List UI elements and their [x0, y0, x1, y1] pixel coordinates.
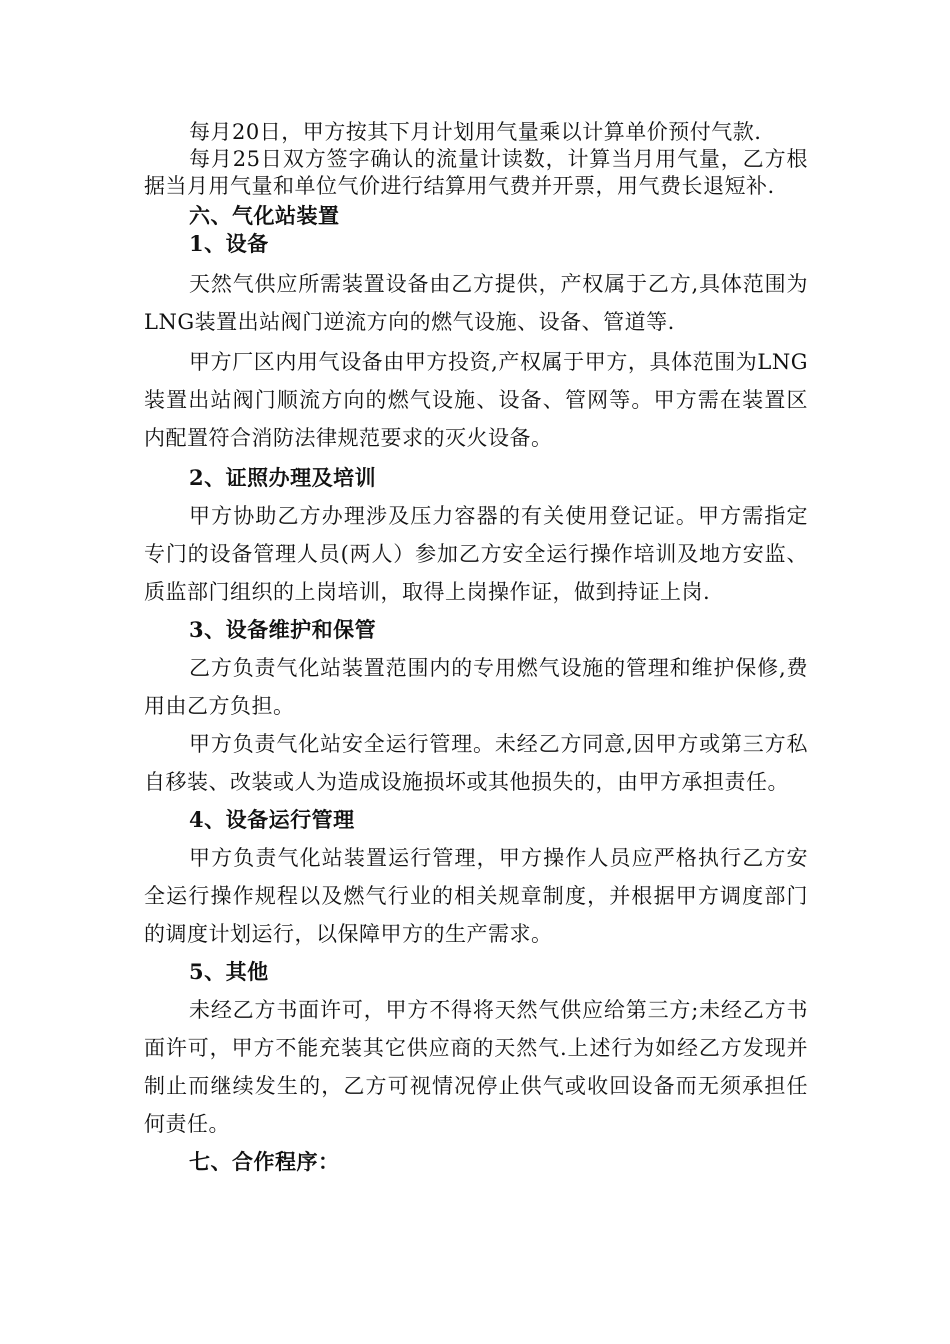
paragraph-maintenance-supplier: 乙方负责气化站装置范围内的专用燃气设施的管理和维护保修,费用由乙方负担。	[144, 656, 808, 718]
spacer	[144, 258, 808, 265]
paragraph-prepayment: 每月20日，甲方按其下月计划用气量乘以计算单价预付气款.	[189, 120, 762, 144]
section-heading-7: 七、合作程序：	[189, 1149, 340, 1174]
subsection-heading-operation: 4、设备运行管理	[189, 807, 355, 832]
subsection-heading-maintenance: 3、设备维护和保管	[189, 617, 377, 642]
section-heading-6: 六、气化站装置	[189, 203, 340, 228]
document-body	[144, 119, 808, 1181]
paragraph-settlement: 每月25日双方签字确认的流量计读数，计算当月用气量，乙方根据当月用气量和单位气价进行结算用气费并开票，用气费长退短补.	[144, 147, 808, 198]
paragraph-maintenance-client: 甲方负责气化站安全运行管理。未经乙方同意,因甲方或第三方私自移装、改装或人为造成设施损坏或其他损失的，由甲方承担责任。	[144, 732, 808, 794]
subsection-heading-certificates: 2、证照办理及培训	[189, 465, 377, 490]
paragraph-equipment-client: 甲方厂区内用气设备由甲方投资,产权属于甲方，具体范围为LNG装置出站阀门顺流方向的燃气设施、设备、管网等。甲方需在装置区内配置符合消防法律规范要求的灭火设备。	[144, 350, 808, 450]
subsection-heading-other: 5、其他	[189, 959, 269, 984]
paragraph-other: 未经乙方书面许可，甲方不得将天然气供应给第三方;未经乙方书面许可，甲方不能充装其它供应商的天然气.上述行为如经乙方发现并制止而继续发生的，乙方可视情况停止供气或收回设备而无须承担任何责任。	[144, 998, 808, 1136]
paragraph-certificates: 甲方协助乙方办理涉及压力容器的有关使用登记证。甲方需指定专门的设备管理人员(两人）参加乙方安全运行操作培训及地方安监、质监部门组织的上岗培训，取得上岗操作证，做到持证上岗.	[144, 504, 808, 604]
subsection-heading-equipment: 1、设备	[189, 231, 269, 256]
paragraph-operation: 甲方负责气化站装置运行管理，甲方操作人员应严格执行乙方安全运行操作规程以及燃气行业的相关规章制度，并根据甲方调度部门的调度计划运行，以保障甲方的生产需求。	[144, 846, 808, 946]
paragraph-equipment-supplier: 天然气供应所需装置设备由乙方提供，产权属于乙方,具体范围为LNG装置出站阀门逆流方向的燃气设施、设备、管道等.	[144, 272, 808, 334]
